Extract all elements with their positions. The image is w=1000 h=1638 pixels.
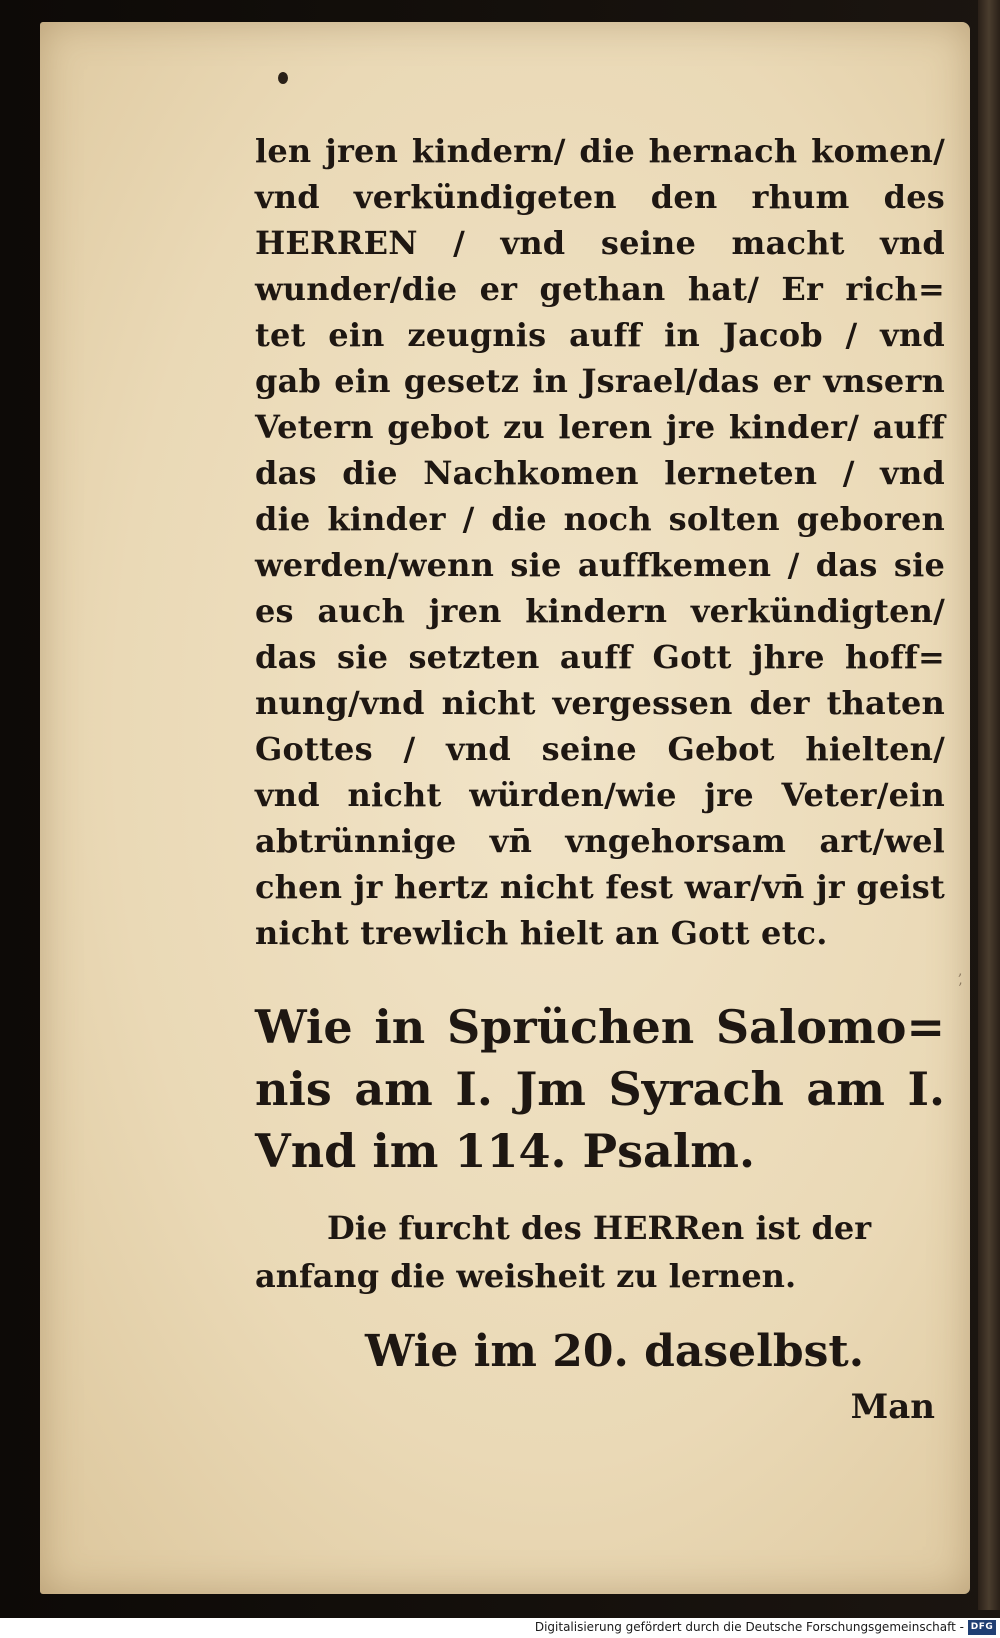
text-line: Gottes / vnd seine Gebot hielten/	[255, 730, 945, 768]
section-heading	[255, 996, 945, 1182]
text-line: werden/wenn sie auffkemen / das sie	[255, 546, 945, 584]
text-line: len jren kindern/ die hernach komen/	[255, 132, 945, 170]
text-line: tet ein zeugnis auff in Jacob / vnd	[255, 316, 945, 354]
text-line: abtrünnige vn̄ vngehorsam art/wel	[255, 822, 945, 860]
verse-line: anfang die weisheit zu lernen.	[255, 1257, 797, 1295]
body-paragraph	[255, 128, 945, 956]
verse-quote	[255, 1204, 945, 1300]
footer-credit: Digitalisierung gefördert durch die Deutsche Forschungsgemeinschaft -	[534, 1620, 964, 1634]
text-line: nicht trewlich hielt an Gott etc.	[255, 914, 828, 952]
page-specks: , ’	[958, 963, 963, 997]
text-line: vnd nicht würden/wie jre Veter/ein	[255, 776, 945, 814]
text-line: vnd verkündigeten den rhum des	[255, 178, 945, 216]
text-line: HERREN / vnd seine macht vnd	[255, 224, 945, 262]
text-line: gab ein gesetz in Jsrael/das er vnsern	[255, 362, 945, 400]
text-line: das sie setzten auff Gott jhre hoff=	[255, 638, 945, 676]
subheading: Wie im 20. daselbst.	[365, 1326, 865, 1377]
text-line: die kinder / die noch solten geboren	[255, 500, 945, 538]
catchword: Man	[850, 1387, 935, 1427]
page-hole	[278, 72, 288, 84]
text-line: nung/vnd nicht vergessen der thaten	[255, 684, 945, 722]
text-line: das die Nachkomen lerneten / vnd	[255, 454, 945, 492]
heading-line: Vnd im 114. Psalm.	[255, 1124, 755, 1178]
dfg-logo-icon: DFG	[968, 1620, 996, 1635]
footer-bar	[0, 1618, 1000, 1638]
book-edge	[978, 0, 1000, 1610]
verse-line: Die furcht des HERRen ist der	[327, 1209, 872, 1247]
text-line: wunder/die er gethan hat/ Er rich=	[255, 270, 945, 308]
text-line: Vetern gebot zu leren jre kinder/ auff	[255, 408, 945, 446]
page-text	[255, 128, 945, 1430]
heading-line: nis am I. Jm Syrach am I.	[255, 1062, 945, 1116]
text-line: chen jr hertz nicht fest war/vn̄ jr geist	[255, 868, 945, 906]
heading-line: Wie in Sprüchen Salomo=	[255, 1000, 945, 1054]
text-line: es auch jren kindern verkündigten/	[255, 592, 945, 630]
